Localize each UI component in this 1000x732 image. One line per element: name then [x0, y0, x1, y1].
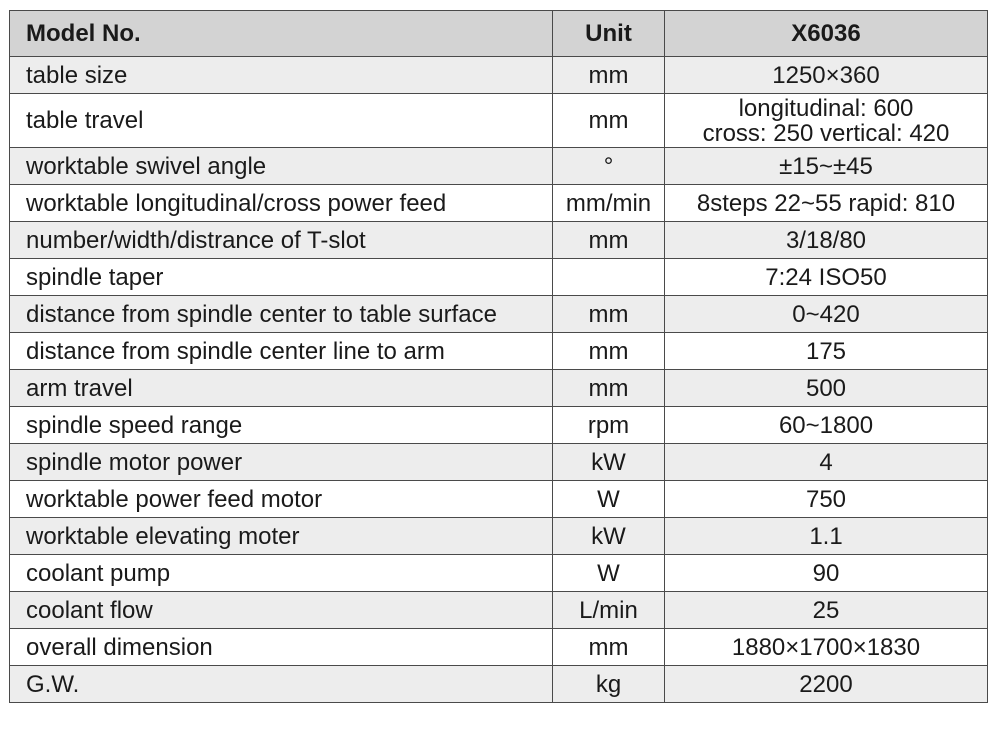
row-value: 1.1	[665, 518, 988, 555]
row-value: 175	[665, 333, 988, 370]
row-unit: mm/min	[553, 185, 665, 222]
table-row	[10, 370, 988, 407]
row-value-line: cross: 250 vertical: 420	[702, 119, 950, 147]
header-row	[10, 11, 988, 57]
row-name: coolant pump	[10, 555, 553, 592]
table-row	[10, 666, 988, 703]
row-value: 0~420	[665, 296, 988, 333]
row-unit: mm	[553, 57, 665, 94]
row-name: overall dimension	[10, 629, 553, 666]
row-unit: kg	[553, 666, 665, 703]
row-value: 25	[665, 592, 988, 629]
row-value: 7:24 ISO50	[665, 259, 988, 296]
row-unit: L/min	[553, 592, 665, 629]
table-row	[10, 407, 988, 444]
row-unit: mm	[553, 296, 665, 333]
row-value: 4	[665, 444, 988, 481]
row-unit: °	[553, 148, 665, 185]
header-unit: Unit	[553, 11, 665, 57]
table-row	[10, 57, 988, 94]
row-name: worktable swivel angle	[10, 148, 553, 185]
row-name: table travel	[10, 94, 553, 148]
row-unit	[553, 259, 665, 296]
row-value: 90	[665, 555, 988, 592]
table-row	[10, 444, 988, 481]
row-name: distance from spindle center line to arm	[10, 333, 553, 370]
table-row	[10, 185, 988, 222]
table-row	[10, 333, 988, 370]
row-unit: kW	[553, 518, 665, 555]
row-value: ±15~±45	[665, 148, 988, 185]
table-row	[10, 481, 988, 518]
row-unit: mm	[553, 94, 665, 148]
table-row	[10, 259, 988, 296]
row-name: spindle taper	[10, 259, 553, 296]
row-value: 1880×1700×1830	[665, 629, 988, 666]
row-name: spindle speed range	[10, 407, 553, 444]
row-name: distance from spindle center to table surface	[10, 296, 553, 333]
row-unit: mm	[553, 370, 665, 407]
row-unit: W	[553, 481, 665, 518]
row-value	[665, 94, 988, 148]
row-name: worktable longitudinal/cross power feed	[10, 185, 553, 222]
table-row	[10, 518, 988, 555]
table-row	[10, 222, 988, 259]
row-name: table size	[10, 57, 553, 94]
row-value: 500	[665, 370, 988, 407]
row-value: 60~1800	[665, 407, 988, 444]
row-name: arm travel	[10, 370, 553, 407]
row-name: coolant flow	[10, 592, 553, 629]
row-value-line: longitudinal: 600	[738, 94, 914, 122]
row-value: 750	[665, 481, 988, 518]
row-value: 2200	[665, 666, 988, 703]
row-unit: mm	[553, 333, 665, 370]
row-unit: mm	[553, 629, 665, 666]
table-row	[10, 148, 988, 185]
table-row	[10, 555, 988, 592]
row-unit: kW	[553, 444, 665, 481]
header-model: Model No.	[10, 11, 553, 57]
row-value: 8steps 22~55 rapid: 810	[665, 185, 988, 222]
row-unit: rpm	[553, 407, 665, 444]
spec-table	[9, 10, 988, 703]
table-row	[10, 296, 988, 333]
row-value: 1250×360	[665, 57, 988, 94]
row-unit: mm	[553, 222, 665, 259]
row-name: spindle motor power	[10, 444, 553, 481]
table-row	[10, 629, 988, 666]
table-row	[10, 94, 988, 148]
row-unit: W	[553, 555, 665, 592]
header-value: X6036	[665, 11, 988, 57]
row-name: worktable elevating moter	[10, 518, 553, 555]
row-name: worktable power feed motor	[10, 481, 553, 518]
table-row	[10, 592, 988, 629]
row-name: G.W.	[10, 666, 553, 703]
row-value: 3/18/80	[665, 222, 988, 259]
row-name: number/width/distrance of T-slot	[10, 222, 553, 259]
